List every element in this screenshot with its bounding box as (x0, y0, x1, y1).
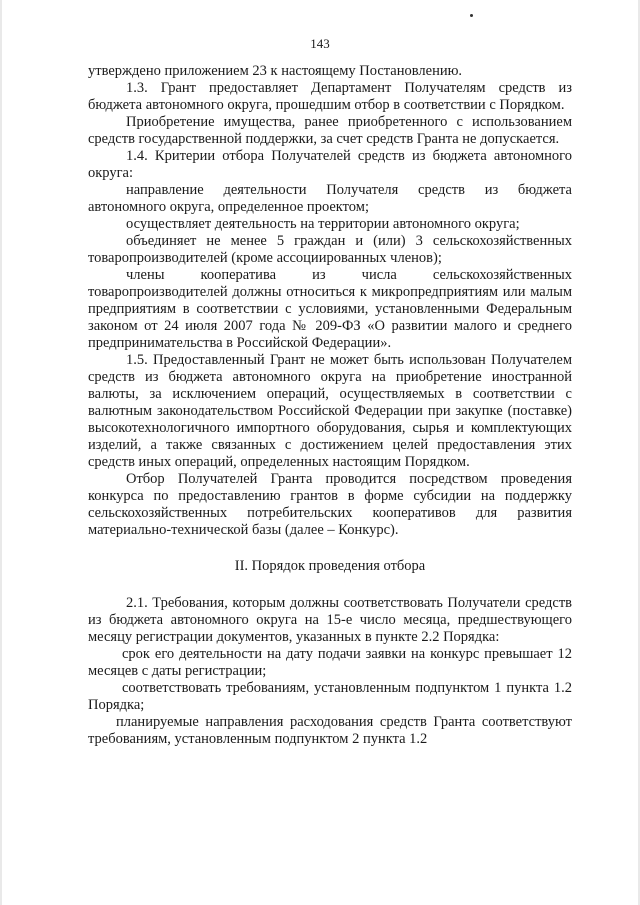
scan-edge-left (0, 0, 2, 905)
paragraph: утверждено приложением 23 к настоящему Постановлению. (88, 63, 463, 79)
paragraph: 1.3. Грант предоставляет Департамент Получателям средств из бюджета автономного округа, прошедшим отбор в соответствии с Порядком. (88, 80, 572, 113)
paragraph: срок его деятельности на дату подачи заявки на конкурс превышает 12 месяцев с даты регистрации; (88, 646, 572, 679)
paragraph: Приобретение имущества, ранее приобретенного с использованием средств государственной поддержки, за счет средств Гранта не допускается. (88, 114, 572, 147)
page-number: 143 (310, 36, 330, 51)
section-heading: II. Порядок проведения отбора (234, 558, 426, 574)
scan-speck (470, 14, 473, 17)
document-body (88, 63, 572, 748)
paragraph: планируемые направления расходования средств Гранта соответствуют требованиям, установленным подпунктом 2 пункта 1.2 (88, 714, 572, 747)
paragraph: 1.4. Критерии отбора Получателей средств из бюджета автономного округа: (88, 148, 572, 181)
paragraph: соответствовать требованиям, установленным подпунктом 1 пункта 1.2 Порядка; (88, 680, 572, 713)
paragraph: осуществляет деятельность на территории автономного округа; (126, 216, 520, 232)
paragraph: 2.1. Требования, которым должны соответствовать Получатели средств из бюджета автономного округа на 15-е число месяца, предшествующего месяцу регистрации документов, указанных в пункте 2.2 Порядка: (88, 595, 572, 645)
paragraph: Отбор Получателей Гранта проводится посредством проведения конкурса по предоставлению грантов в форме субсидии на поддержку сельскохозяйственных потребительских кооперативов для развития материально-технической базы (далее – Конкурс). (88, 471, 572, 538)
paragraph: направление деятельности Получателя средств из бюджета автономного округа, определенное проектом; (88, 182, 572, 215)
paragraph: 1.5. Предоставленный Грант не может быть использован Получателем средств из бюджета автономного округа на приобретение иностранной валюты, за исключением операций, осуществляемых в соответствии с валютным законодательством Российской Федерации при закупке (поставке) высокотехнологичного импортного оборудования, сырья и комплектующих изделий, а также связанных с достижением целей предоставления этих средств иных операций, определенных настоящим Порядком. (88, 352, 572, 470)
paragraph: члены кооператива из числа сельскохозяйственных товаропроизводителей должны относиться к микропредприятиям или малым предприятиям в соответствии с условиями, установленными Федеральным законом от 24 июля 2007 года № 209-ФЗ «О развитии малого и среднего предпринимательства в Российской Федерации». (88, 267, 572, 351)
paragraph: объединяет не менее 5 граждан и (или) 3 сельскохозяйственных товаропроизводителей (кроме ассоциированных членов); (88, 233, 572, 266)
